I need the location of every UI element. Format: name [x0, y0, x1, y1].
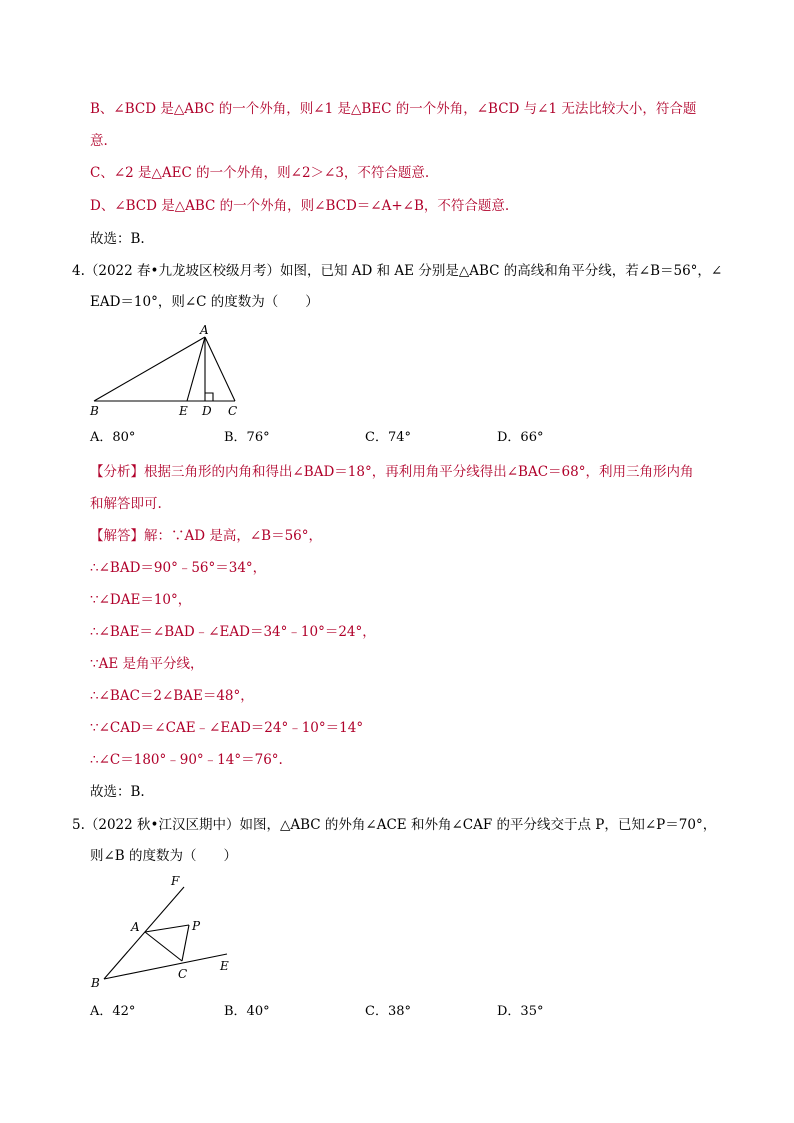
q5-options-option-b: B．40° [224, 1004, 270, 1019]
q5-options-option-c: C．38° [365, 1004, 411, 1019]
q4-options-option-b: B．76° [224, 430, 270, 445]
label-A: A [200, 323, 209, 337]
label-B: B [91, 976, 100, 990]
segment-AP [145, 925, 189, 932]
q4-options-option-d: D．66° [497, 430, 544, 445]
text-line-13: ∴∠BAE＝∠BAD﹣∠EAD＝34°﹣10°＝24°， [90, 624, 376, 640]
text-line-8: 【分析】根据三角形的内角和得出∠BAD＝18°，再利用角平分线得出∠BAC＝68°，利用三角形内角 [90, 464, 694, 480]
text-line-3: C、∠2 是△AEC 的一个外角，则∠2＞∠3，不符合题意. [90, 165, 430, 181]
text-line-17: ∴∠C＝180°﹣90°﹣14°＝76°. [90, 752, 283, 768]
text-line-11: ∴∠BAD＝90°﹣56°＝34°， [90, 560, 267, 576]
text-line-14: ∵AE 是角平分线， [90, 656, 204, 672]
text-line-16: ∵∠CAD＝∠CAE﹣∠EAD＝24°﹣10°＝14° [90, 720, 364, 736]
q5-options-option-d: D．35° [497, 1004, 544, 1019]
text-line-15: ∴∠BAC＝2∠BAE＝48°， [90, 688, 254, 704]
text-line-2: 意. [90, 133, 108, 149]
text-line-5: 故选：B. [90, 231, 145, 247]
text-line-10: 【解答】解：∵AD 是高，∠B＝56°， [90, 528, 323, 544]
label-F: F [171, 874, 180, 888]
segment-CP [182, 925, 189, 961]
figure-q4-triangle [86, 322, 256, 418]
text-line-4: D、∠BCD 是△ABC 的一个外角，则∠BCD＝∠A+∠B，不符合题意. [90, 198, 510, 214]
label-D: D [202, 404, 212, 418]
label-A: A [131, 920, 140, 934]
text-line-7: EAD＝10°，则∠C 的度数为（ ） [90, 294, 319, 310]
segment-AC [205, 337, 235, 401]
segment-AC [145, 932, 182, 961]
segment-AE [187, 337, 205, 401]
label-C: C [178, 967, 188, 981]
label-C: C [228, 404, 238, 418]
right-angle-mark [205, 393, 213, 401]
text-line-12: ∵∠DAE＝10°， [90, 592, 192, 608]
text-line-18: 故选：B. [90, 784, 145, 800]
label-P: P [192, 919, 201, 933]
text-line-6: 4.（2022 春•九龙坡区校级月考）如图，已知 AD 和 AE 分别是△ABC 的高线和角平分线，若∠B＝56°，∠ [72, 263, 723, 279]
text-line-1: B、∠BCD 是△ABC 的一个外角，则∠1 是△BEC 的一个外角，∠BCD 与∠1 无法比较大小，符合题 [90, 101, 697, 117]
segment-AB [94, 337, 205, 401]
q5-options-option-a: A．42° [90, 1004, 136, 1019]
text-line-20: 则∠B 的度数为（ ） [90, 848, 238, 864]
text-line-9: 和解答即可. [90, 496, 162, 512]
figure-q5-triangle [86, 870, 246, 995]
label-E: E [179, 404, 188, 418]
text-line-19: 5.（2022 秋•江汉区期中）如图，△ABC 的外角∠ACE 和外角∠CAF 的平分线交于点 P，已知∠P＝70°， [72, 817, 717, 833]
q4-options-option-c: C．74° [365, 430, 411, 445]
q4-options-option-a: A．80° [90, 430, 136, 445]
label-B: B [90, 404, 99, 418]
label-E: E [220, 959, 229, 973]
